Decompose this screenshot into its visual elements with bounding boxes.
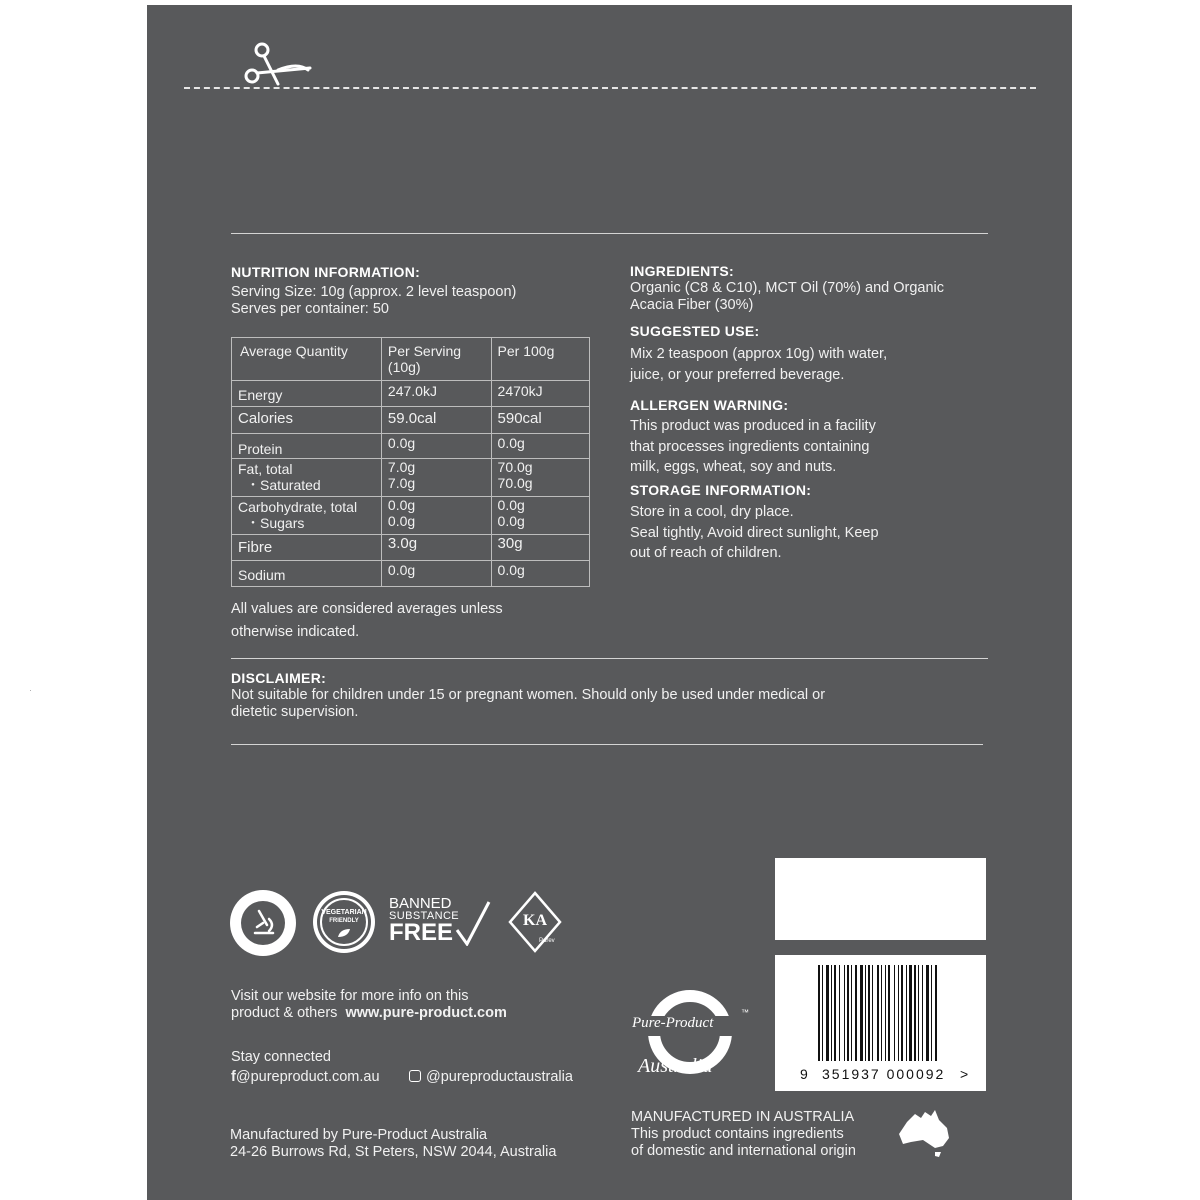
- vegetarian-text-2: FRIENDLY: [329, 918, 359, 924]
- suggested-use-text: Mix 2 teaspoon (approx 10g) with water, juice, or your preferred beverage.: [630, 346, 888, 383]
- origin-info: MANUFACTURED IN AUSTRALIA This product contains ingredients of domestic and international origin: [631, 1109, 856, 1159]
- nutrient-serving: 247.0kJ: [381, 381, 491, 407]
- banned-substance-badge: [389, 896, 493, 948]
- vegetarian-badge: [313, 891, 375, 953]
- serves-per-container: Serves per container: 50: [231, 301, 389, 317]
- nutrient-serving: 0.0g 0.0g: [381, 497, 491, 535]
- leaf-icon: [336, 927, 352, 939]
- serving-size: Serving Size: 10g (approx. 2 level teaspoon): [231, 284, 517, 300]
- nutrient-sub: ・Saturated: [246, 477, 321, 493]
- nutrient-label: [232, 497, 382, 535]
- storage-heading: STORAGE INFORMATION:: [630, 482, 812, 498]
- brand-country: Australia: [638, 1055, 713, 1077]
- table-row: [232, 535, 590, 561]
- allergen-heading: ALLERGEN WARNING:: [630, 397, 789, 413]
- vegetarian-text-1: VEGETARIAN: [321, 909, 367, 916]
- barcode-end-mark: >: [960, 1066, 969, 1082]
- table-header-row: [232, 338, 590, 381]
- top-divider: [231, 233, 988, 234]
- table-header: Average Quantity: [232, 338, 382, 381]
- table-header: Per Serving (10g): [381, 338, 491, 381]
- cut-line: [184, 87, 1036, 89]
- nutrient-per100: 0.0g: [491, 434, 589, 459]
- allergen-text: This product was produced in a facility that processes ingredients containing milk, eggs, wheat, soy and nuts.: [630, 418, 876, 475]
- nutrient-serving: 0.0g: [381, 561, 491, 587]
- brand-logo: [628, 990, 758, 1080]
- disclaimer-bottom-divider: [231, 744, 983, 745]
- nutrient-per100: 0.0g: [491, 561, 589, 587]
- website-link[interactable]: www.pure-product.com: [345, 1005, 507, 1021]
- website-info: Visit our website for more info on this product & others www.pure-product.com: [231, 988, 507, 1021]
- nutrient-label: Fibre: [232, 535, 382, 561]
- ingredients-heading: INGREDIENTS:: [630, 263, 734, 279]
- brand-tm: ™: [741, 1008, 749, 1017]
- nutrient-sub: ・Sugars: [246, 515, 305, 531]
- lab-tested-text: [30, 690, 31, 691]
- nutrient-serving: 7.0g 7.0g: [381, 459, 491, 497]
- banned-text: BANNED: [389, 895, 452, 912]
- nutrient-label: Sodium: [232, 561, 382, 587]
- table-row: [232, 407, 590, 434]
- nutrient-main: Carbohydrate, total: [238, 499, 358, 515]
- substance-text: SUBSTANCE: [389, 910, 460, 922]
- table-row: [232, 459, 590, 497]
- microscope-icon: [249, 907, 277, 939]
- barcode-first-digit: 9: [800, 1066, 808, 1082]
- kosher-text: KA: [523, 912, 547, 929]
- barcode: [775, 955, 986, 1091]
- table-row: [232, 561, 590, 587]
- table-row: [232, 381, 590, 407]
- suggested-use-heading: SUGGESTED USE:: [630, 323, 760, 339]
- table-row: [232, 434, 590, 459]
- australia-map-icon: [897, 1108, 951, 1158]
- barcode-bars: [818, 965, 968, 1061]
- barcode-digits: 351937 000092: [822, 1066, 946, 1082]
- scissors-icon: [238, 40, 314, 88]
- nutrient-label: Protein: [232, 434, 382, 459]
- manufacturer-info: Manufactured by Pure-Product Australia 24-26 Burrows Rd, St Peters, NSW 2044, Australia: [230, 1127, 557, 1160]
- lab-tested-badge: [230, 890, 296, 956]
- disclaimer-text: Not suitable for children under 15 or pregnant women. Should only be used under medical or dietetic supervision.: [231, 687, 826, 720]
- free-text: FREE: [389, 919, 454, 946]
- brand-name: Pure-Product: [632, 1015, 714, 1031]
- facebook-handle[interactable]: f@pureproduct.com.au: [231, 1069, 380, 1085]
- nutrition-heading: NUTRITION INFORMATION:: [231, 264, 421, 280]
- nutrient-per100: 2470kJ: [491, 381, 589, 407]
- storage-text: Store in a cool, dry place. Seal tightly, Avoid direct sunlight, Keep out of reach of children.: [630, 504, 879, 561]
- instagram-icon: [409, 1070, 421, 1082]
- stay-connected-heading: Stay connected: [231, 1049, 331, 1065]
- nutrient-per100: 590cal: [491, 407, 589, 434]
- instagram-handle[interactable]: @pureproductaustralia: [409, 1069, 573, 1086]
- disclaimer-heading: DISCLAIMER:: [231, 670, 327, 686]
- table-header: Per 100g: [491, 338, 589, 381]
- nutrient-serving: 0.0g: [381, 434, 491, 459]
- averages-note: All values are considered averages unless otherwise indicated.: [231, 601, 503, 640]
- nutrient-label: Calories: [232, 407, 382, 434]
- nutrient-label: [232, 459, 382, 497]
- nutrient-per100: 70.0g 70.0g: [491, 459, 589, 497]
- facebook-icon: f: [231, 1069, 236, 1085]
- checkmark-icon: [455, 900, 491, 946]
- nutrient-label: Energy: [232, 381, 382, 407]
- nutrient-per100: 30g: [491, 535, 589, 561]
- nutrient-per100: 0.0g 0.0g: [491, 497, 589, 535]
- batch-info-box: [775, 858, 986, 940]
- table-row: [232, 497, 590, 535]
- ingredients-text: Organic (C8 & C10), MCT Oil (70%) and Organic Acacia Fiber (30%): [630, 280, 945, 313]
- kosher-sub-text: Parev: [539, 938, 555, 944]
- nutrient-serving: 59.0cal: [381, 407, 491, 434]
- nutrient-serving: 3.0g: [381, 535, 491, 561]
- disclaimer-top-divider: [231, 658, 988, 659]
- nutrient-main: Fat, total: [238, 461, 293, 477]
- nutrition-table: [231, 337, 590, 587]
- kosher-badge: [508, 891, 562, 953]
